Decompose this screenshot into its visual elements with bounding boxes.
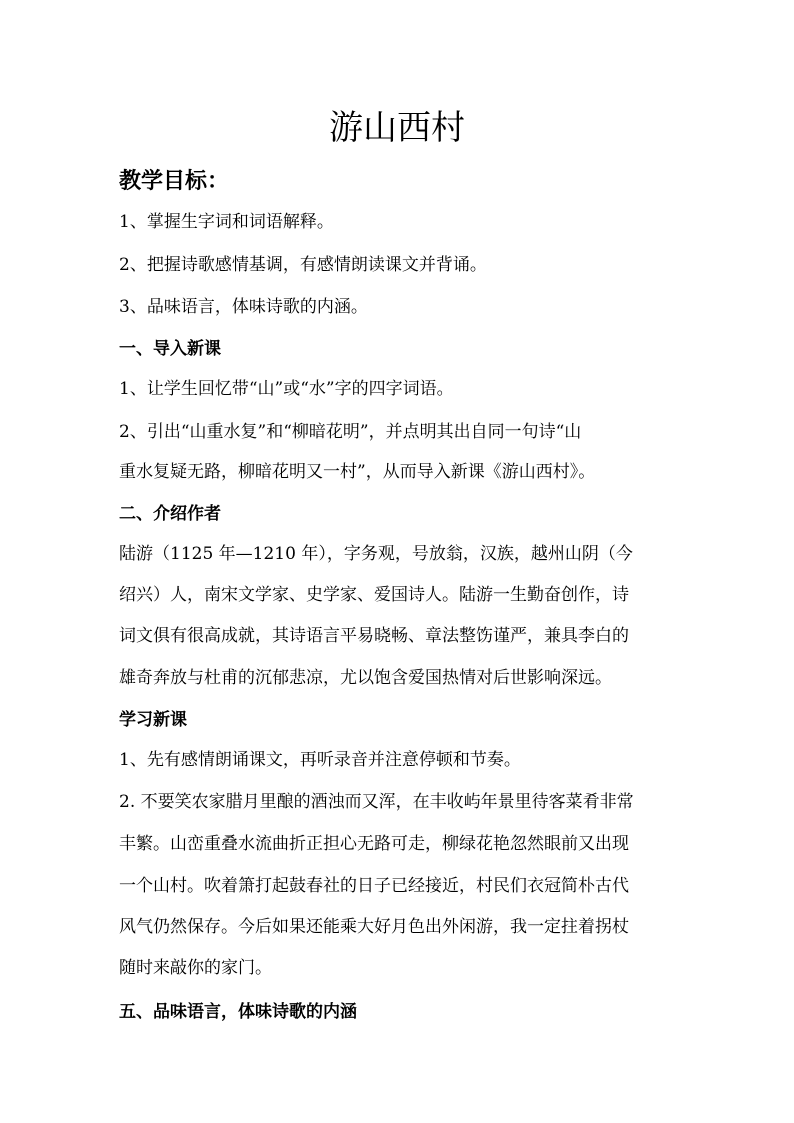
section-intro-line-2: 2、引出“山重水复”和“柳暗花明”，并点明其出自同一句诗“山 <box>119 422 582 442</box>
section-heading-author: 二、介绍作者 <box>119 504 221 524</box>
section-author-line-2: 绍兴）人，南宋文学家、史学家、爱国诗人。陆游一生勤奋创作，诗 <box>119 585 629 605</box>
objective-item-2: 2、把握诗歌感情基调，有感情朗读课文并背诵。 <box>119 255 487 275</box>
section-lesson-line-3: 丰繁。山峦重叠水流曲折正担心无路可走，柳绿花艳忽然眼前又出现 <box>119 834 629 854</box>
section-author-line-1: 陆游（1125 年—1210 年），字务观，号放翁，汉族，越州山阴（今 <box>119 544 633 564</box>
section-author-line-4: 雄奇奔放与杜甫的沉郁悲凉，尤以饱含爱国热情对后世影响深远。 <box>119 668 612 688</box>
section-lesson-line-1: 1、先有感情朗诵课文，再听录音并注意停顿和节奏。 <box>119 750 521 770</box>
section-author-line-3: 词文俱有很高成就，其诗语言平易晓畅、章法整饬谨严，兼具李白的 <box>119 626 629 646</box>
section-lesson-line-4: 一个山村。吹着箫打起鼓春社的日子已经接近，村民们衣冠简朴古代 <box>119 876 629 896</box>
objectives-heading: 教学目标： <box>119 168 230 194</box>
document-title: 游山西村 <box>329 108 465 148</box>
section-intro-line-3: 重水复疑无路，柳暗花明又一村”，从而导入新课《游山西村》。 <box>119 462 596 482</box>
section-intro-line-1: 1、让学生回忆带“山”或“水”字的四字词语。 <box>119 379 454 399</box>
section-heading-language: 五、品味语言，体味诗歌的内涵 <box>119 1002 357 1022</box>
objective-item-3: 3、品味语言，体味诗歌的内涵。 <box>119 297 368 317</box>
section-heading-new-lesson: 学习新课 <box>119 710 187 730</box>
objective-item-1: 1、掌握生字词和词语解释。 <box>119 212 334 232</box>
section-lesson-line-5: 风气仍然保存。今后如果还能乘大好月色出外闲游，我一定拄着拐杖 <box>119 917 629 937</box>
section-lesson-line-2: 2. 不要笑农家腊月里酿的酒浊而又浑，在丰收屿年景里待客菜肴非常 <box>119 792 634 812</box>
section-lesson-line-6: 随时来敲你的家门。 <box>119 958 272 978</box>
section-heading-intro: 一、导入新课 <box>119 339 221 359</box>
